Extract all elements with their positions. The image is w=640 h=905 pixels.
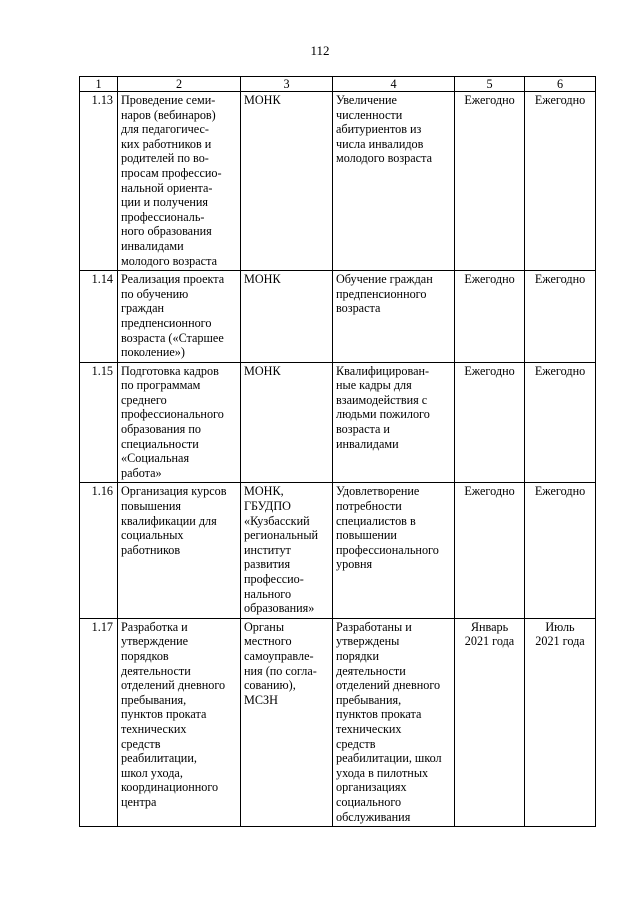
- event-cell-line: Проведение семи-: [121, 93, 216, 107]
- result-cell-line: взаимодействия с: [336, 392, 428, 407]
- header-cell: 5: [455, 77, 525, 92]
- executor-cell-line: местного: [244, 634, 292, 649]
- event-cell-line: Подготовка кадров: [121, 363, 219, 378]
- executor-cell: [241, 271, 333, 363]
- event-cell-line: ких работников и: [121, 136, 212, 151]
- event-cell-line: школ ухода,: [121, 765, 183, 780]
- result-cell-line: повышении: [336, 528, 397, 543]
- event-cell-line: профессиональ-: [121, 209, 205, 224]
- result-cell-line: возраста и: [336, 422, 390, 437]
- start-date-cell-line: Ежегодно: [464, 93, 515, 107]
- result-cell-line: специалистов в: [336, 513, 416, 528]
- event-cell-line: наров (вебинаров): [121, 107, 216, 122]
- table-row: [80, 618, 596, 826]
- start-date-cell: [455, 483, 525, 618]
- result-cell-line: деятельности: [336, 663, 406, 678]
- event-cell-line: центра: [121, 794, 157, 809]
- result-cell-line: пребывания,: [336, 692, 402, 707]
- event-cell-line: работников: [121, 542, 181, 557]
- result-cell-line: уровня: [336, 557, 373, 572]
- end-date-cell: [525, 362, 596, 483]
- event-cell-line: родителей по во-: [121, 151, 209, 166]
- result-cell-line: средств: [336, 736, 376, 751]
- end-date-cell-line: 2021 года: [535, 634, 585, 649]
- executor-cell-line: «Кузбасский: [244, 513, 310, 528]
- result-cell-line: абитуриентов из: [336, 122, 422, 137]
- result-cell-line: отделений дневного: [336, 678, 441, 693]
- event-cell-line: специальности: [121, 436, 199, 451]
- executor-cell-line: Органы: [244, 619, 285, 634]
- executor-cell-line: МОНК,: [244, 484, 284, 499]
- event-cell-line: утверждение: [121, 634, 189, 649]
- result-cell-line: числа инвалидов: [336, 136, 424, 151]
- table-row: [80, 92, 596, 271]
- event-cell-line: нальной ориента-: [121, 180, 213, 195]
- event-cell-line: пребывания,: [121, 692, 187, 707]
- event-cell-line: поколение»): [121, 345, 185, 360]
- executor-cell: [241, 483, 333, 618]
- start-date-cell: [455, 271, 525, 363]
- executor-cell-line: региональный: [244, 528, 319, 543]
- event-cell-line: ного образования: [121, 224, 212, 239]
- table-row: [80, 362, 596, 483]
- event-cell: [118, 92, 241, 271]
- event-cell-line: деятельности: [121, 663, 191, 678]
- result-cell-line: профессионального: [336, 542, 439, 557]
- result-cell-line: Разработаны и: [336, 619, 412, 634]
- executor-cell-line: ГБУДПО: [244, 499, 291, 514]
- result-cell-line: порядки: [336, 648, 379, 663]
- executor-cell: [241, 618, 333, 826]
- end-date-cell-line: Ежегодно: [534, 93, 586, 107]
- row-number: 1.15: [80, 362, 118, 483]
- end-date-cell-line: Ежегодно: [534, 363, 586, 378]
- start-date-cell-line: Январь: [470, 619, 509, 634]
- executor-cell-line: МОНК: [244, 272, 281, 287]
- event-cell-line: молодого возраста: [121, 253, 217, 268]
- result-cell: [333, 271, 455, 363]
- event-cell-line: предпенсионного: [121, 315, 212, 330]
- header-row: [80, 77, 596, 92]
- event-cell-line: технических: [121, 721, 187, 736]
- result-cell-line: обслуживания: [336, 809, 411, 824]
- result-cell: [333, 362, 455, 483]
- end-date-cell-line: Ежегодно: [534, 272, 586, 287]
- result-cell-line: утверждены: [336, 634, 400, 649]
- end-date-cell: [525, 618, 596, 826]
- event-cell-line: отделений дневного: [121, 678, 226, 693]
- executor-cell-line: профессио-: [244, 572, 304, 586]
- table-row: [80, 483, 596, 618]
- executor-cell: [241, 92, 333, 271]
- event-cell-line: «Социальная: [121, 451, 190, 466]
- result-cell-line: молодого возраста: [336, 151, 432, 166]
- event-cell-line: повышения: [121, 499, 182, 514]
- row-number: 1.16: [80, 483, 118, 618]
- header-cell: 1: [80, 77, 118, 92]
- result-cell-line: потребности: [336, 499, 402, 514]
- executor-cell-line: образования»: [244, 601, 315, 616]
- event-cell-line: социальных: [121, 528, 184, 543]
- result-cell-line: технических: [336, 721, 402, 736]
- event-cell-line: ции и получения: [121, 195, 209, 210]
- result-cell-line: Обучение граждан: [336, 272, 433, 287]
- event-cell-line: просам профессио-: [121, 165, 222, 180]
- page-number: 112: [310, 43, 330, 58]
- event-cell-line: порядков: [121, 648, 169, 663]
- event-cell-line: пунктов проката: [121, 707, 207, 722]
- header-cell: 3: [241, 77, 333, 92]
- end-date-cell-line: Ежегодно: [534, 484, 586, 499]
- event-cell-line: реабилитации,: [121, 751, 197, 766]
- result-cell-line: пунктов проката: [336, 707, 422, 722]
- result-cell-line: ные кадры для: [336, 378, 412, 393]
- executor-cell-line: МСЗН: [244, 692, 278, 707]
- result-cell-line: Увеличение: [336, 93, 397, 107]
- start-date-cell-line: Ежегодно: [464, 484, 515, 499]
- executor-cell: [241, 362, 333, 483]
- row-number: 1.17: [80, 618, 118, 826]
- event-cell-line: для педагогичес-: [121, 122, 209, 137]
- executor-cell-line: развития: [244, 557, 291, 572]
- event-cell-line: образования по: [121, 422, 201, 437]
- header-cell: 4: [333, 77, 455, 92]
- event-cell-line: граждан: [121, 301, 165, 316]
- start-date-cell-line: Ежегодно: [464, 272, 515, 287]
- event-cell: [118, 483, 241, 618]
- event-cell: [118, 618, 241, 826]
- result-cell-line: ухода в пилотных: [336, 765, 429, 780]
- end-date-cell: [525, 483, 596, 618]
- result-cell-line: предпенсионного: [336, 286, 427, 301]
- result-cell-line: Квалифицирован-: [336, 363, 430, 378]
- end-date-cell-line: Июль: [545, 619, 575, 634]
- row-number: 1.13: [80, 92, 118, 271]
- event-cell-line: инвалидами: [121, 238, 184, 253]
- plan-table: [79, 76, 596, 827]
- result-cell: [333, 483, 455, 618]
- event-cell-line: профессионального: [121, 407, 224, 422]
- result-cell-line: Удовлетворение: [336, 484, 420, 499]
- event-cell-line: среднего: [121, 392, 167, 407]
- result-cell: [333, 618, 455, 826]
- event-cell-line: Разработка и: [121, 619, 188, 634]
- event-cell-line: работа»: [121, 465, 162, 480]
- start-date-cell-line: 2021 года: [464, 634, 515, 649]
- row-number: 1.14: [80, 271, 118, 363]
- executor-cell-line: сованию),: [244, 678, 296, 693]
- result-cell-line: социального: [336, 794, 402, 809]
- start-date-cell-line: Ежегодно: [464, 363, 515, 378]
- executor-cell-line: институт: [244, 542, 291, 557]
- start-date-cell: [455, 618, 525, 826]
- result-cell-line: численности: [336, 107, 403, 122]
- event-cell-line: возраста («Старшее: [121, 330, 224, 345]
- event-cell: [118, 271, 241, 363]
- executor-cell-line: самоуправле-: [244, 648, 314, 663]
- result-cell: [333, 92, 455, 271]
- end-date-cell: [525, 271, 596, 363]
- result-cell-line: людьми пожилого: [336, 407, 430, 422]
- result-cell-line: инвалидами: [336, 436, 399, 451]
- result-cell-line: реабилитации, школ: [336, 751, 442, 766]
- table-row: [80, 271, 596, 363]
- event-cell-line: по программам: [121, 378, 201, 393]
- event-cell-line: Организация курсов: [121, 484, 227, 499]
- event-cell: [118, 362, 241, 483]
- executor-cell-line: ния (по согла-: [244, 663, 317, 678]
- event-cell-line: Реализация проекта: [121, 272, 225, 287]
- executor-cell-line: МОНК: [244, 363, 281, 378]
- event-cell-line: квалификации для: [121, 513, 217, 528]
- event-cell-line: по обучению: [121, 286, 189, 301]
- header-cell: 2: [118, 77, 241, 92]
- executor-cell-line: МОНК: [244, 93, 281, 107]
- header-cell: 6: [525, 77, 596, 92]
- executor-cell-line: нального: [244, 586, 292, 601]
- start-date-cell: [455, 362, 525, 483]
- end-date-cell: [525, 92, 596, 271]
- result-cell-line: организациях: [336, 780, 407, 795]
- event-cell-line: средств: [121, 736, 161, 751]
- start-date-cell: [455, 92, 525, 271]
- result-cell-line: возраста: [336, 301, 381, 316]
- event-cell-line: координационного: [121, 780, 219, 795]
